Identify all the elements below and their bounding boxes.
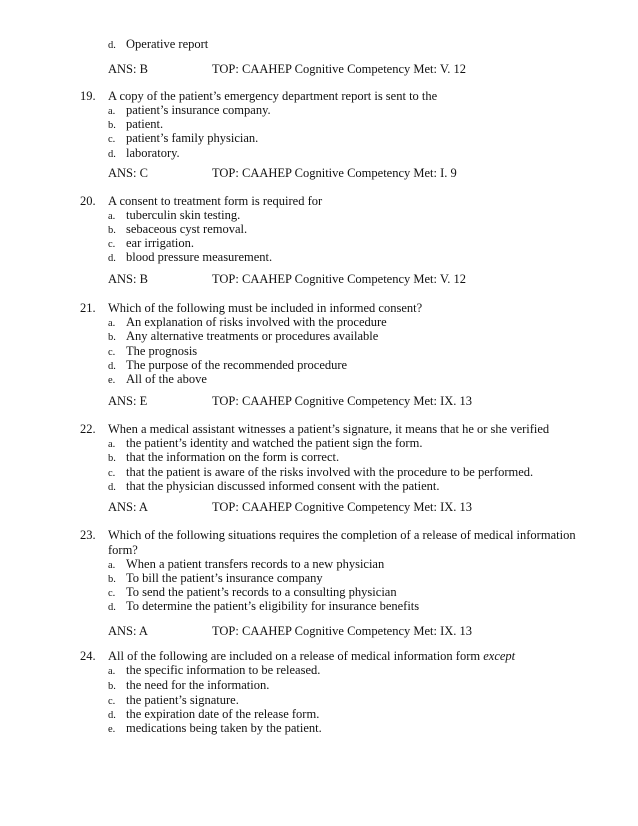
answer-key	[108, 394, 473, 409]
option-letter: d.	[108, 149, 116, 160]
option-text: the specific information to be released.	[126, 663, 321, 677]
option-letter: c.	[108, 134, 116, 145]
option-text: the patient’s signature.	[126, 693, 239, 707]
option-letter: d.	[108, 361, 116, 372]
option-text: sebaceous cyst removal.	[126, 222, 248, 236]
option-text: All of the above	[126, 372, 207, 386]
topic-reference: TOP: CAAHEP Cognitive Competency Met: I. 9	[212, 166, 457, 180]
option-text: the need for the information.	[126, 678, 270, 692]
topic-reference: TOP: CAAHEP Cognitive Competency Met: IX. 13	[212, 624, 473, 638]
option-letter: a.	[108, 318, 116, 329]
answer-key	[108, 272, 467, 287]
question-text-emphasis: except	[483, 649, 516, 663]
question-text: When a medical assistant witnesses a patient’s signature, it means that he or she verified	[108, 422, 550, 436]
option-letter: a.	[108, 211, 116, 222]
option-letter: e.	[108, 724, 116, 735]
answer-key	[108, 624, 473, 639]
option-text: that the information on the form is correct.	[126, 450, 340, 464]
option-letter: b.	[108, 681, 116, 692]
option-text: the patient’s identity and watched the patient sign the form.	[126, 436, 423, 450]
question-text: A consent to treatment form is required for	[108, 194, 323, 208]
answer-option	[108, 146, 180, 163]
option-text: An explanation of risks involved with the procedure	[126, 315, 387, 329]
option-text: The prognosis	[126, 344, 198, 358]
option-text: Operative report	[126, 37, 209, 51]
answer-option	[108, 599, 419, 616]
answer-letter: ANS: B	[108, 62, 148, 76]
question-number: 22.	[80, 422, 96, 436]
option-text: ear irrigation.	[126, 236, 195, 250]
option-text: To determine the patient’s eligibility for insurance benefits	[126, 599, 420, 613]
option-text: When a patient transfers records to a new physician	[126, 557, 385, 571]
question-number: 24.	[80, 649, 96, 663]
option-text: that the patient is aware of the risks involved with the procedure to be performed.	[126, 465, 534, 479]
question-number: 21.	[80, 301, 96, 315]
option-text: To bill the patient’s insurance company	[126, 571, 323, 585]
question-text: Which of the following situations requires the completion of a release of medical information form?	[108, 528, 576, 557]
topic-reference: TOP: CAAHEP Cognitive Competency Met: V. 12	[212, 62, 467, 76]
option-text: The purpose of the recommended procedure	[126, 358, 348, 372]
option-text: blood pressure measurement.	[126, 250, 273, 264]
option-letter: b.	[108, 574, 116, 585]
option-letter: b.	[108, 120, 116, 131]
option-letter: b.	[108, 332, 116, 343]
answer-key	[108, 62, 467, 77]
answer-key	[108, 500, 473, 515]
question-text: A copy of the patient’s emergency department report is sent to the	[108, 89, 438, 103]
option-letter: b.	[108, 453, 116, 464]
question-text: Which of the following must be included in informed consent?	[108, 301, 423, 315]
option-text: patient.	[126, 117, 164, 131]
answer-letter: ANS: A	[108, 500, 148, 514]
option-letter: c.	[108, 239, 116, 250]
option-letter: d.	[108, 482, 116, 493]
question-text-main: All of the following are included on a release of medical information form	[108, 649, 481, 663]
option-letter: d.	[108, 40, 116, 51]
option-letter: c.	[108, 696, 116, 707]
option-letter: c.	[108, 468, 116, 479]
option-text: medications being taken by the patient.	[126, 721, 322, 735]
answer-key	[108, 166, 457, 181]
topic-reference: TOP: CAAHEP Cognitive Competency Met: IX. 13	[212, 394, 473, 408]
option-letter: c.	[108, 347, 116, 358]
option-letter: b.	[108, 225, 116, 236]
answer-option	[108, 250, 272, 267]
answer-option	[108, 479, 439, 496]
question-number: 20.	[80, 194, 96, 208]
option-text: Any alternative treatments or procedures available	[126, 329, 379, 343]
option-text: To send the patient’s records to a consulting physician	[126, 585, 397, 599]
topic-reference: TOP: CAAHEP Cognitive Competency Met: IX. 13	[212, 500, 473, 514]
option-letter: e.	[108, 375, 116, 386]
answer-option	[108, 372, 207, 389]
answer-letter: ANS: B	[108, 272, 148, 286]
answer-letter: ANS: C	[108, 166, 148, 180]
answer-letter: ANS: E	[108, 394, 148, 408]
option-letter: d.	[108, 710, 116, 721]
option-text: that the physician discussed informed consent with the patient.	[126, 479, 440, 493]
answer-letter: ANS: A	[108, 624, 148, 638]
option-text: patient’s insurance company.	[126, 103, 271, 117]
question-number: 23.	[80, 528, 96, 542]
topic-reference: TOP: CAAHEP Cognitive Competency Met: V. 12	[212, 272, 467, 286]
question-number: 19.	[80, 89, 96, 103]
answer-option	[108, 37, 208, 54]
option-letter: d.	[108, 602, 116, 613]
option-letter: a.	[108, 666, 116, 677]
option-text: patient’s family physician.	[126, 131, 259, 145]
option-letter: c.	[108, 588, 116, 599]
answer-option	[108, 721, 322, 738]
option-text: laboratory.	[126, 146, 180, 160]
option-letter: d.	[108, 253, 116, 264]
option-letter: a.	[108, 439, 116, 450]
option-letter: a.	[108, 560, 116, 571]
option-text: tuberculin skin testing.	[126, 208, 241, 222]
option-text: the expiration date of the release form.	[126, 707, 320, 721]
option-letter: a.	[108, 106, 116, 117]
question-text	[108, 649, 588, 664]
